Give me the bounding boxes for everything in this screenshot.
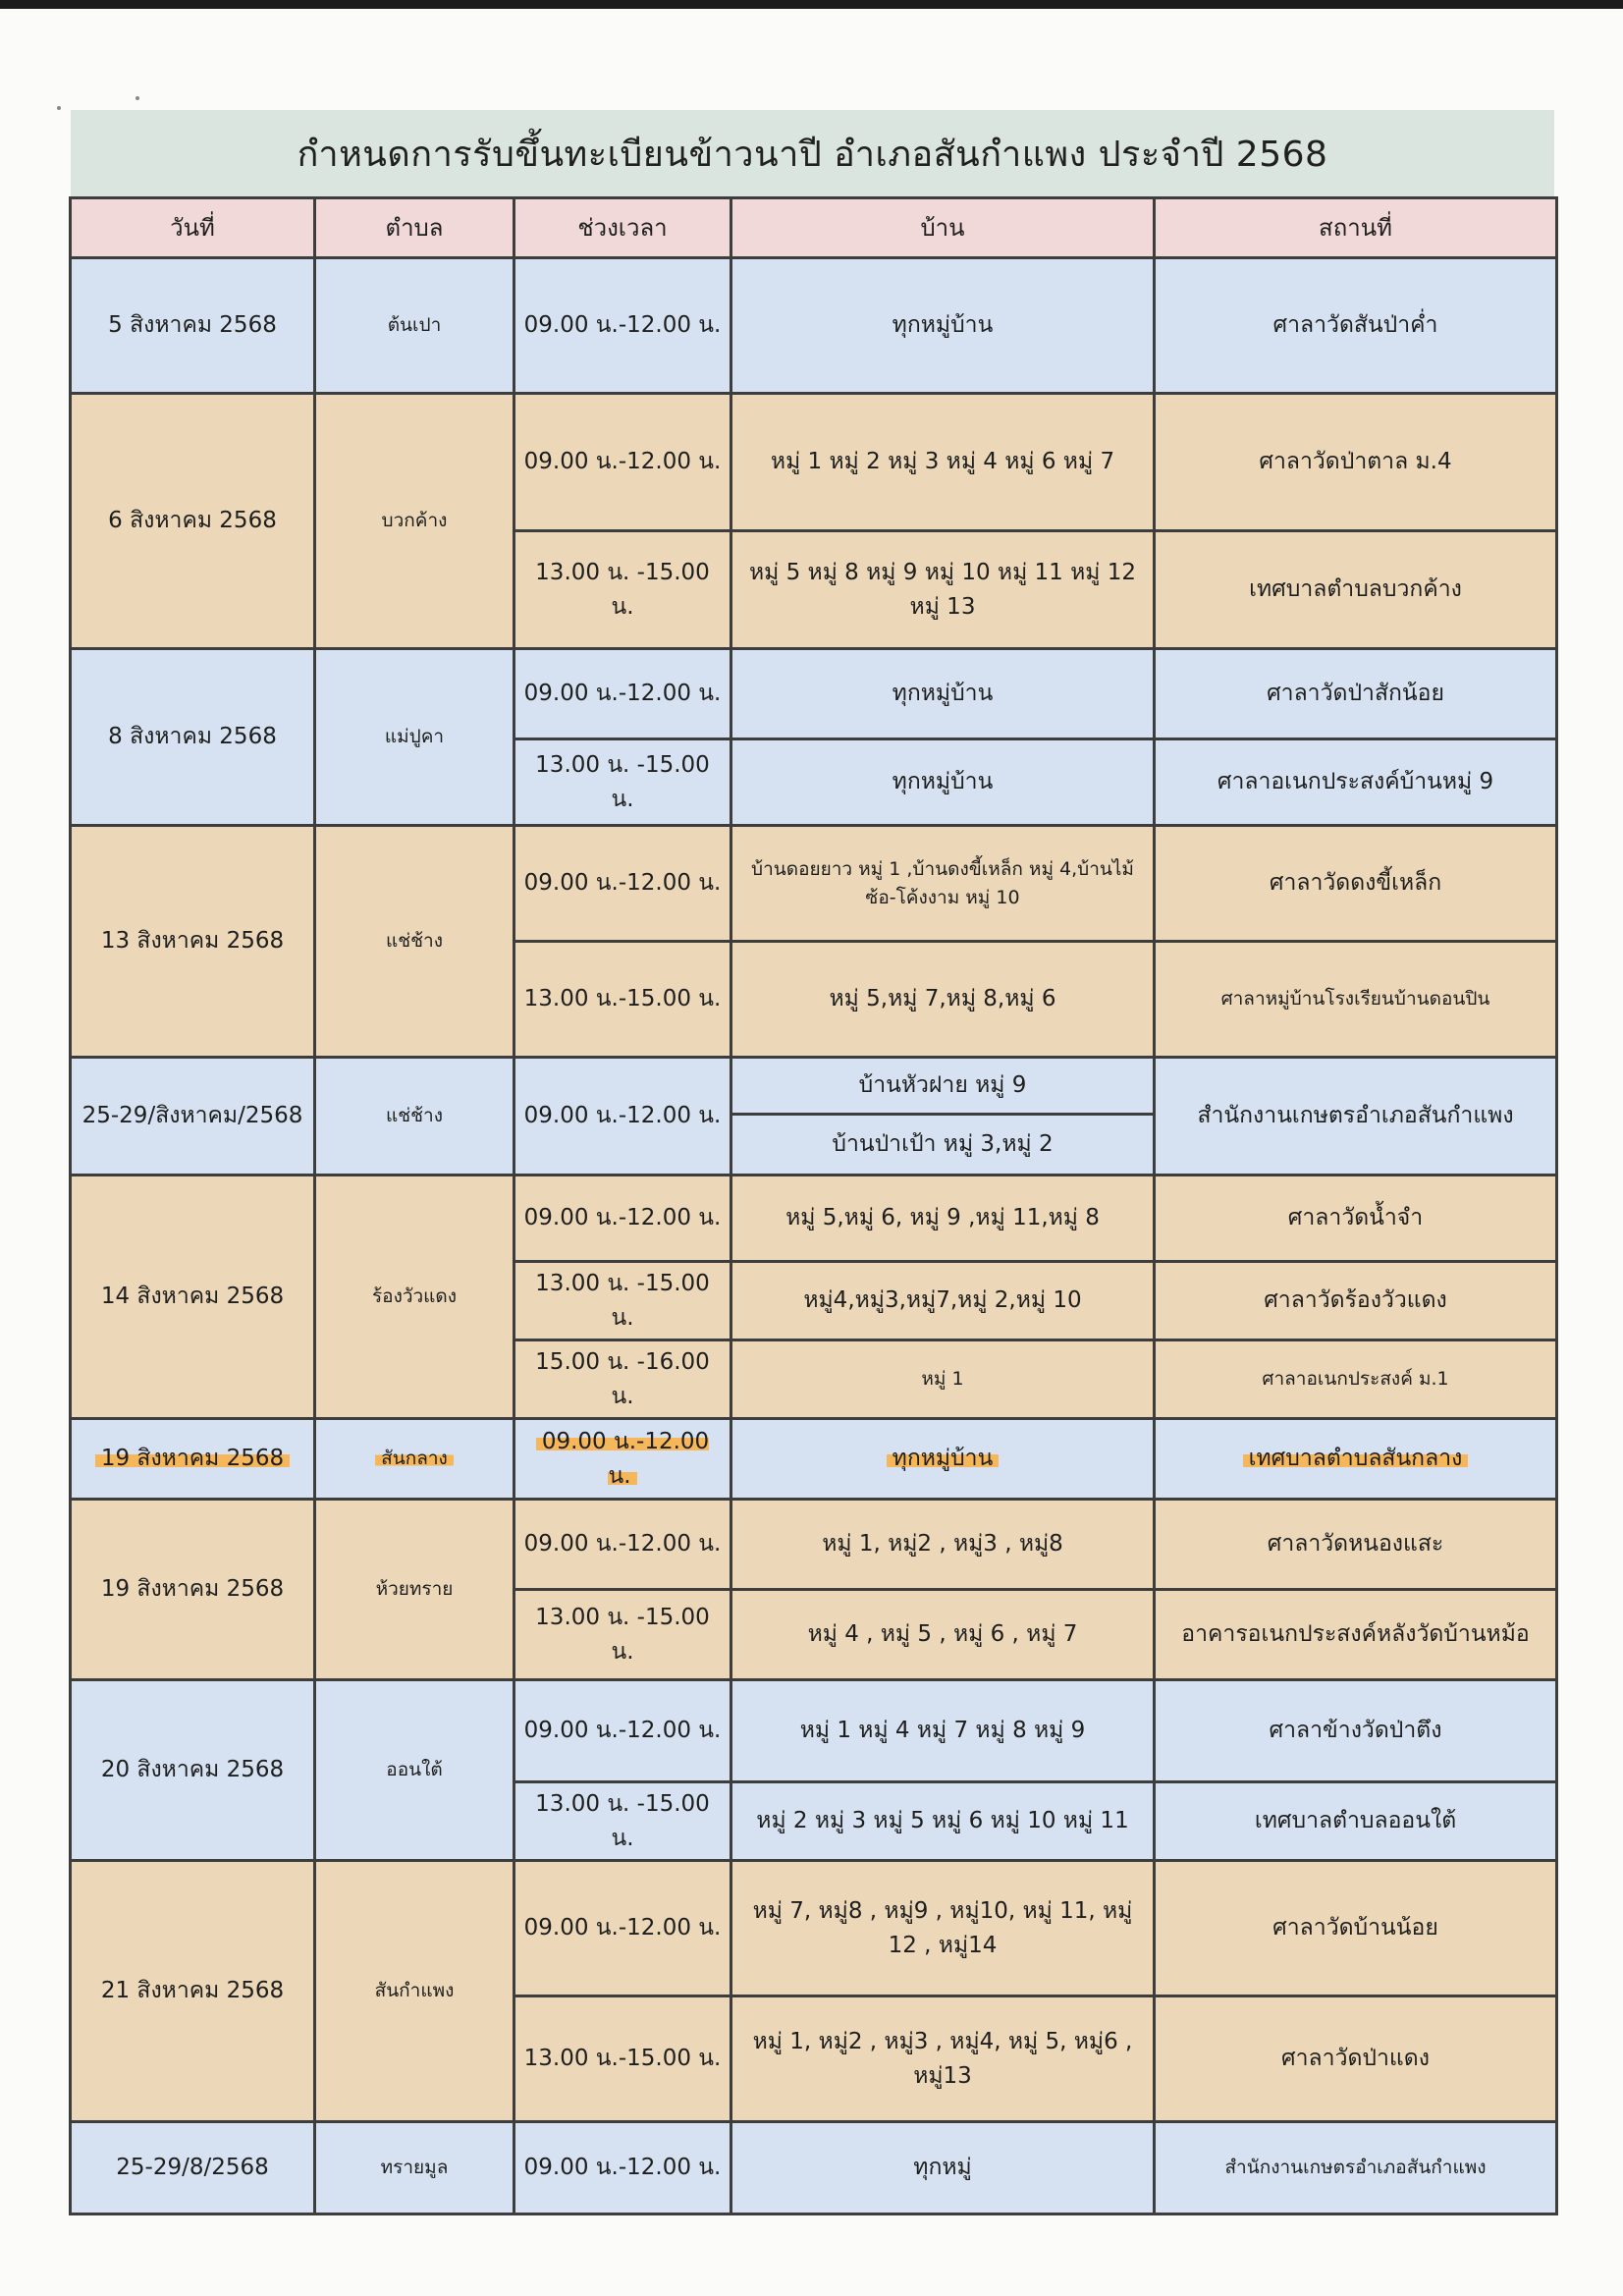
tambon-cell: บวกค้าง bbox=[315, 394, 514, 649]
time-cell: 09.00 น.-12.00 น. bbox=[514, 2122, 731, 2214]
date-cell: 19 สิงหาคม 2568 bbox=[71, 1500, 315, 1680]
time-cell: 09.00 น.-12.00 น. bbox=[514, 1175, 731, 1262]
header-place: สถานที่ bbox=[1155, 198, 1557, 258]
table-row bbox=[71, 394, 1557, 531]
place-cell: ศาลาวัดร้องวัวแดง bbox=[1155, 1262, 1557, 1340]
place-cell: ศาลาวัดป่าตาล ม.4 bbox=[1155, 394, 1557, 531]
village-cell: หมู่4,หมู่3,หมู่7,หมู่ 2,หมู่ 10 bbox=[731, 1262, 1155, 1340]
village-cell: บ้านดอยยาว หมู่ 1 ,บ้านดงขี้เหล็ก หมู่ 4,บ้านไม้ซ้อ-โค้งงาม หมู่ 10 bbox=[731, 826, 1155, 942]
tambon-cell: ห้วยทราย bbox=[315, 1500, 514, 1680]
time-cell: 09.00 น.-12.00 น. bbox=[514, 649, 731, 739]
date-cell: 5 สิงหาคม 2568 bbox=[71, 258, 315, 394]
time-cell: 13.00 น.-15.00 น. bbox=[514, 1996, 731, 2122]
scan-speck bbox=[57, 106, 61, 110]
time-cell: 13.00 น. -15.00 น. bbox=[514, 1782, 731, 1861]
date-cell: 14 สิงหาคม 2568 bbox=[71, 1175, 315, 1419]
time-cell: 09.00 น.-12.00 น. bbox=[514, 1500, 731, 1590]
time-cell: 13.00 น. -15.00 น. bbox=[514, 739, 731, 826]
village-cell: หมู่ 2 หมู่ 3 หมู่ 5 หมู่ 6 หมู่ 10 หมู่ 11 bbox=[731, 1782, 1155, 1861]
place-cell: เทศบาลตำบลบวกค้าง bbox=[1155, 531, 1557, 649]
village-cell-highlight: ทุกหมู่บ้าน bbox=[887, 1446, 1000, 1471]
time-cell: 09.00 น.-12.00 น. bbox=[514, 394, 731, 531]
tambon-cell: แช่ช้าง bbox=[315, 1058, 514, 1175]
scan-speck bbox=[135, 96, 139, 100]
tambon-cell: ออนใต้ bbox=[315, 1680, 514, 1861]
village-cell: ทุกหมู่บ้าน bbox=[731, 649, 1155, 739]
tambon-cell: ร้องวัวแดง bbox=[315, 1175, 514, 1419]
time-cell: 13.00 น. -15.00 น. bbox=[514, 1262, 731, 1340]
place-cell: ศาลาวัดบ้านน้อย bbox=[1155, 1861, 1557, 1996]
date-cell bbox=[71, 1419, 315, 1500]
place-cell: ศาลาวัดน้ำจำ bbox=[1155, 1175, 1557, 1262]
village-cell: บ้านหัวฝาย หมู่ 9 bbox=[731, 1058, 1155, 1115]
place-cell: ศาลาอเนกประสงค์ ม.1 bbox=[1155, 1340, 1557, 1419]
place-cell: เทศบาลตำบลออนใต้ bbox=[1155, 1782, 1557, 1861]
header-tambon: ตำบล bbox=[315, 198, 514, 258]
village-cell: หมู่ 1 bbox=[731, 1340, 1155, 1419]
time-cell: 09.00 น.-12.00 น. bbox=[514, 1861, 731, 1996]
village-cell: ทุกหมู่ bbox=[731, 2122, 1155, 2214]
date-cell: 25-29/8/2568 bbox=[71, 2122, 315, 2214]
tambon-cell: แช่ช้าง bbox=[315, 826, 514, 1058]
place-cell: ศาลาวัดหนองแสะ bbox=[1155, 1500, 1557, 1590]
header-time: ช่วงเวลา bbox=[514, 198, 731, 258]
table-row bbox=[71, 1058, 1557, 1115]
tambon-cell-highlight: สันกลาง bbox=[375, 1448, 454, 1469]
date-cell: 25-29/สิงหาคม/2568 bbox=[71, 1058, 315, 1175]
place-cell: ศาลาวัดป่าแดง bbox=[1155, 1996, 1557, 2122]
table-row bbox=[71, 258, 1557, 394]
table-row bbox=[71, 1175, 1557, 1262]
place-cell: ศาลาหมู่บ้านโรงเรียนบ้านดอนปิน bbox=[1155, 942, 1557, 1058]
table-header-row bbox=[71, 198, 1557, 258]
time-cell: 09.00 น.-12.00 น. bbox=[514, 826, 731, 942]
tambon-cell: ทรายมูล bbox=[315, 2122, 514, 2214]
table-row bbox=[71, 649, 1557, 739]
place-cell: อาคารอเนกประสงค์หลังวัดบ้านหม้อ bbox=[1155, 1590, 1557, 1680]
table-row bbox=[71, 1861, 1557, 1996]
village-cell bbox=[731, 1419, 1155, 1500]
date-cell: 6 สิงหาคม 2568 bbox=[71, 394, 315, 649]
place-cell: ศาลาอเนกประสงค์บ้านหมู่ 9 bbox=[1155, 739, 1557, 826]
place-cell: สำนักงานเกษตรอำเภอสันกำแพง bbox=[1155, 1058, 1557, 1175]
time-cell: 09.00 น.-12.00 น. bbox=[514, 1058, 731, 1175]
header-date: วันที่ bbox=[71, 198, 315, 258]
scan-top-edge bbox=[0, 0, 1623, 9]
village-cell: หมู่ 1, หมู่2 , หมู่3 , หมู่4, หมู่ 5, หมู่6 , หมู่13 bbox=[731, 1996, 1155, 2122]
village-cell: หมู่ 5,หมู่ 6, หมู่ 9 ,หมู่ 11,หมู่ 8 bbox=[731, 1175, 1155, 1262]
village-cell: หมู่ 5 หมู่ 8 หมู่ 9 หมู่ 10 หมู่ 11 หมู่ 12 หมู่ 13 bbox=[731, 531, 1155, 649]
time-cell-highlight: 09.00 น.-12.00 น. bbox=[536, 1429, 709, 1489]
date-cell: 21 สิงหาคม 2568 bbox=[71, 1861, 315, 2122]
table-row bbox=[71, 1419, 1557, 1500]
time-cell: 13.00 น. -15.00 น. bbox=[514, 1590, 731, 1680]
village-cell: บ้านป่าเป้า หมู่ 3,หมู่ 2 bbox=[731, 1115, 1155, 1175]
village-cell: ทุกหมู่บ้าน bbox=[731, 739, 1155, 826]
time-cell: 13.00 น.-15.00 น. bbox=[514, 942, 731, 1058]
time-cell: 15.00 น. -16.00 น. bbox=[514, 1340, 731, 1419]
table-row bbox=[71, 826, 1557, 942]
table-row bbox=[71, 1680, 1557, 1782]
place-cell: ศาลาวัดดงขี้เหล็ก bbox=[1155, 826, 1557, 942]
time-cell: 09.00 น.-12.00 น. bbox=[514, 258, 731, 394]
date-cell: 8 สิงหาคม 2568 bbox=[71, 649, 315, 826]
header-village: บ้าน bbox=[731, 198, 1155, 258]
registration-schedule-table bbox=[69, 196, 1558, 2215]
village-cell: หมู่ 7, หมู่8 , หมู่9 , หมู่10, หมู่ 11, หมู่ 12 , หมู่14 bbox=[731, 1861, 1155, 1996]
village-cell: หมู่ 5,หมู่ 7,หมู่ 8,หมู่ 6 bbox=[731, 942, 1155, 1058]
date-cell: 13 สิงหาคม 2568 bbox=[71, 826, 315, 1058]
page-title: กำหนดการรับขึ้นทะเบียนข้าวนาปี อำเภอสันกำแพง ประจำปี 2568 bbox=[71, 110, 1554, 196]
table-row bbox=[71, 2122, 1557, 2214]
time-cell: 13.00 น. -15.00 น. bbox=[514, 531, 731, 649]
tambon-cell bbox=[315, 1419, 514, 1500]
village-cell: ทุกหมู่บ้าน bbox=[731, 258, 1155, 394]
place-cell: ศาลาข้างวัดป่าตึง bbox=[1155, 1680, 1557, 1782]
date-cell-highlight: 19 สิงหาคม 2568 bbox=[95, 1446, 290, 1471]
place-cell: ศาลาวัดสันป่าค่ำ bbox=[1155, 258, 1557, 394]
tambon-cell: สันกำแพง bbox=[315, 1861, 514, 2122]
table-row bbox=[71, 1500, 1557, 1590]
time-cell bbox=[514, 1419, 731, 1500]
village-cell: หมู่ 1 หมู่ 2 หมู่ 3 หมู่ 4 หมู่ 6 หมู่ 7 bbox=[731, 394, 1155, 531]
table-body bbox=[71, 258, 1557, 2214]
village-cell: หมู่ 1, หมู่2 , หมู่3 , หมู่8 bbox=[731, 1500, 1155, 1590]
tambon-cell: แม่ปูคา bbox=[315, 649, 514, 826]
place-cell: ศาลาวัดป่าสักน้อย bbox=[1155, 649, 1557, 739]
village-cell: หมู่ 1 หมู่ 4 หมู่ 7 หมู่ 8 หมู่ 9 bbox=[731, 1680, 1155, 1782]
place-cell-highlight: เทศบาลตำบลสันกลาง bbox=[1243, 1446, 1469, 1471]
village-cell: หมู่ 4 , หมู่ 5 , หมู่ 6 , หมู่ 7 bbox=[731, 1590, 1155, 1680]
place-cell: สำนักงานเกษตรอำเภอสันกำแพง bbox=[1155, 2122, 1557, 2214]
place-cell bbox=[1155, 1419, 1557, 1500]
date-cell: 20 สิงหาคม 2568 bbox=[71, 1680, 315, 1861]
tambon-cell: ต้นเปา bbox=[315, 258, 514, 394]
time-cell: 09.00 น.-12.00 น. bbox=[514, 1680, 731, 1782]
